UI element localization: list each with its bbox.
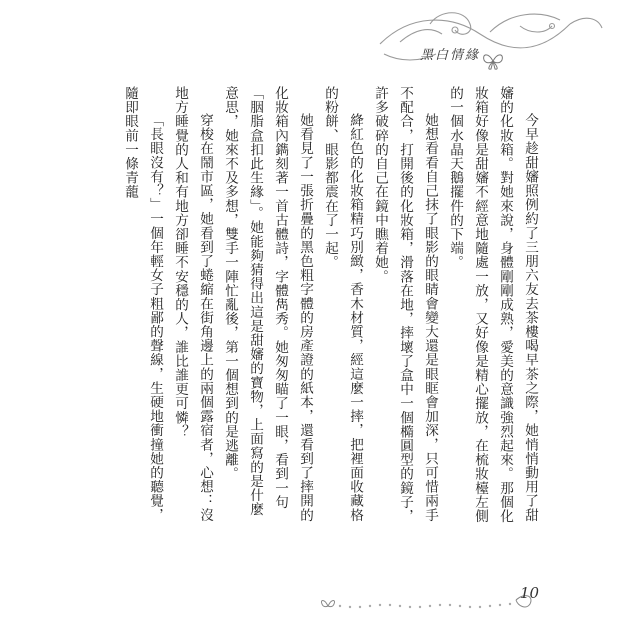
- paragraph: 她看見了一張折疊的黑色粗字體的房產證的紙本，還看到了摔開的化妝箱內鐫刻著一首古體詩，字體雋秀。她匆匆瞄了一眼，看到一句「胭脂盒扣此生緣」。她能夠猜得出這是甜嬸的寶物，上面寫的是什麼意思，她來不及多想，雙手一陣忙亂後，第一個想到的是逃離。: [222, 86, 313, 523]
- dotted-swirl-ornament: [320, 580, 540, 620]
- paragraph: 今早趁甜嬸照例約了三朋六友去茶樓喝早茶之際，她悄悄動用了甜嬸的化妝箱。對她來說，身體剛剛成熟，愛美的意識強烈起來。那個化妝箱好像是甜嬸不經意地隨處一放，又好像是精心擺放，在梳妝檯左側的一個水晶天鵝擺件的下端。: [447, 86, 538, 524]
- butterfly-icon: [480, 50, 506, 72]
- paragraph: 她想看看自己抹了眼影的眼睛會變大還是眼眶會加深，只可惜兩手不配合，打開後的化妝箱，滑落在地，摔壞了盒中一個橢圓型的鏡子，許多破碎的自己在鏡中瞧着她。: [372, 86, 438, 524]
- paragraph: 穿梭在鬧市區，她看到了蜷縮在街角邊上的兩個露宿者，心想：沒地方睡覺的人和有地方卻睡不安穩的人，誰比誰更可憐？: [172, 86, 213, 523]
- vertical-body-text: [117, 86, 542, 526]
- paragraph: 絳紅色的化妝箱精巧別緻，香木材質，經這麼一摔，把裡面收藏格的粉餅、眼影都震在了一起。: [322, 86, 363, 523]
- page-number: 10: [520, 584, 540, 602]
- paragraph: 「長眼沒有？」一個年輕女子粗鄙的聲線，生硬地衝撞她的聽覺，隨即眼前一條青蘢: [122, 86, 163, 523]
- running-header-title: 黑白情緣: [420, 48, 481, 63]
